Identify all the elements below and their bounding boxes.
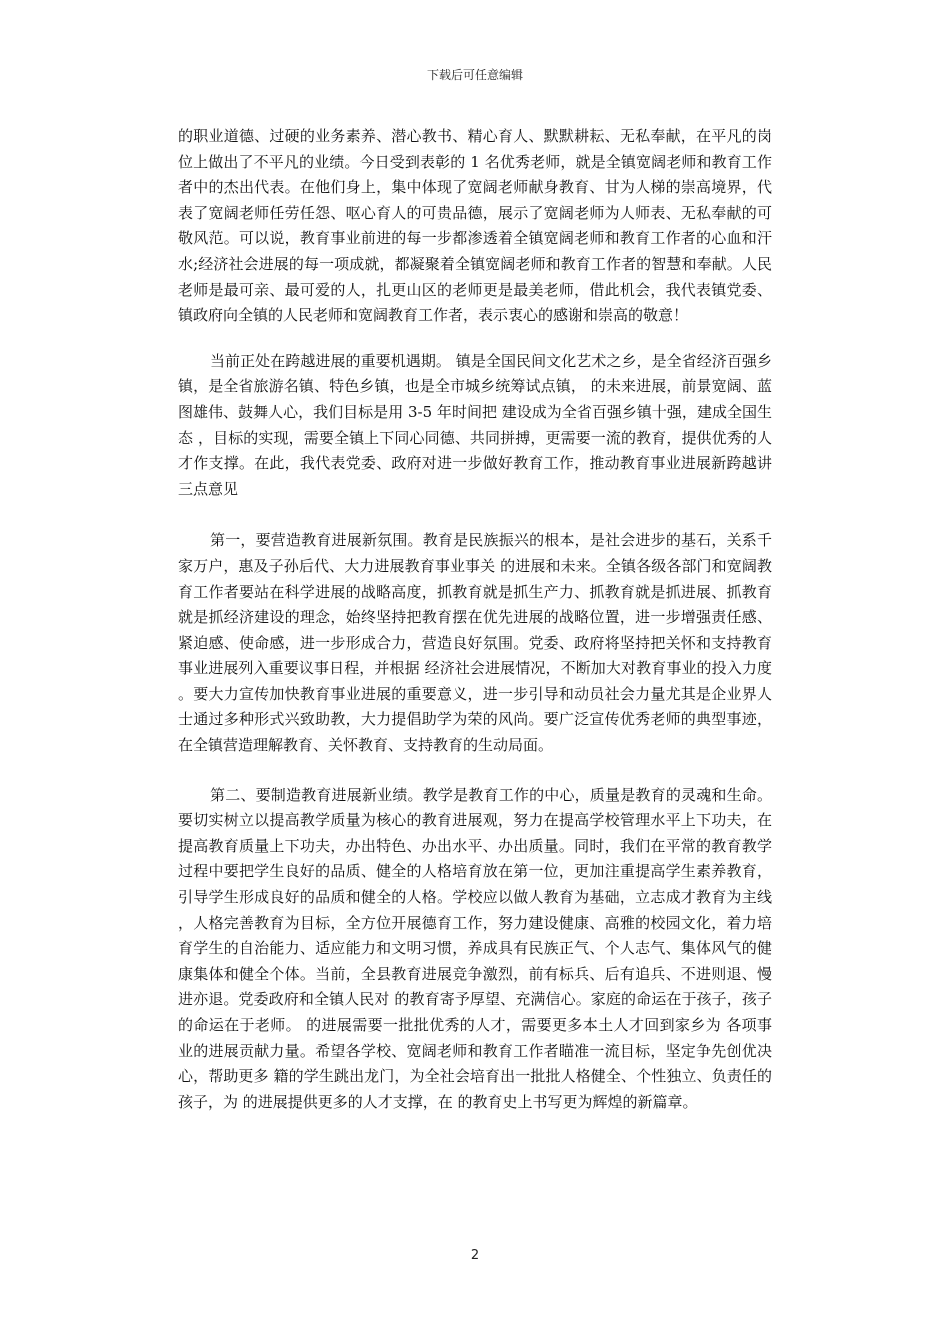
page-number: 2: [470, 1248, 480, 1263]
paragraph-continued: 的职业道德、过硬的业务素养、潜心教书、精心育人、默默耕耘、无私奉献，在平凡的岗位上做出了不平凡的业绩。今日受到表彰的 1 名优秀老师，就是全镇宽阔老师和教育工作者中的杰出代表。在他们身上，集中体现了宽阔老师献身教育、甘为人梯的崇高境界，代表了宽阔老师任劳任怨、呕心育人的可贵品德，展示了宽阔老师为人师表、无私奉献的可敬风范。可以说，教育事业前进的每一步都渗透着全镇宽阔老师和教育工作者的心血和汗水;经济社会进展的每一项成就，都凝聚着全镇宽阔老师和教育工作者的智慧和奉献。人民老师是最可亲、最可爱的人，扎更山区的老师更是最美老师，借此机会，我代表镇党委、镇政府向全镇的人民老师和宽阔教育工作者，表示衷心的感谢和崇高的敬意！: [178, 127, 772, 325]
page-header: 下载后可任意编辑: [426, 68, 523, 82]
document-body: [178, 124, 772, 1115]
paragraph-opportunity: 当前正处在跨越进展的重要机遇期。 镇是全国民间文化艺术之乡，是全省经济百强乡镇，是全省旅游名镇、特色乡镇，也是全市城乡统筹试点镇， 的未来进展，前景宽阔、蓝图雄伟、鼓舞人心，我们目标是用 3-5 年时间把 建设成为全省百强乡镇十强，建成全国生态 ，目标的实现，需要全镇上下同心同德、共同拼搏，更需要一流的教育，提供优秀的人才作支撑。在此，我代表党委、政府对进一步做好教育工作，推动教育事业进展新跨越讲三点意见: [178, 351, 772, 498]
paragraph-point-two: 第二、要制造教育进展新业绩。教学是教育工作的中心，质量是教育的灵魂和生命。要切实树立以提高教学质量为核心的教育进展观，努力在提高学校管理水平上下功夫，在提高教育质量上下功夫，办出特色、办出水平、办出质量。同时，我们在平常的教育教学过程中要把学生良好的品质、健全的人格培育放在第一位，更加注重提高学生素养教育，引导学生形成良好的品质和健全的人格。学校应以做人教育为基础，立志成才教育为主线，人格完善教育为目标，全方位开展德育工作，努力建设健康、高雅的校园文化，着力培育学生的自治能力、适应能力和文明习惯，养成具有民族正气、个人志气、集体风气的健康集体和健全个体。当前，全县教育进展竞争激烈，前有标兵、后有追兵、不进则退、慢进亦退。党委政府和全镇人民对 的教育寄予厚望、充满信心。家庭的命运在于孩子，孩子的命运在于老师。 的进展需要一批批优秀的人才，需要更多本土人才回到家乡为 各项事业的进展贡献力量。希望各学校、宽阔老师和教育工作者瞄准一流目标，坚定争先创优决心，帮助更多 籍的学生跳出龙门，为全社会培育出一批批人格健全、个性独立、负责任的孩子，为 的进展提供更多的人才支撑，在 的教育史上书写更为辉煌的新篇章。: [178, 785, 772, 1111]
paragraph-point-one: 第一，要营造教育进展新氛围。教育是民族振兴的根本，是社会进步的基石，关系千家万户，惠及子孙后代、大力进展教育事业事关 的进展和未来。全镇各级各部门和宽阔教育工作者要站在科学进展的战略高度，抓教育就是抓生产力、抓教育就是抓进展、抓教育就是抓经济建设的理念，始终坚持把教育摆在优先进展的战略位置，进一步增强责任感、紧迫感、使命感，进一步形成合力，营造良好氛围。党委、政府将坚持把关怀和支持教育事业进展列入重要议事日程，并根据 经济社会进展情况，不断加大对教育事业的投入力度。要大力宣传加快教育事业进展的重要意义，进一步引导和动员社会力量尤其是企业界人士通过多种形式兴致助教，大力提倡助学为荣的风尚。要广泛宣传优秀老师的典型事迹，在全镇营造理解教育、关怀教育、支持教育的生动局面。: [178, 531, 772, 755]
